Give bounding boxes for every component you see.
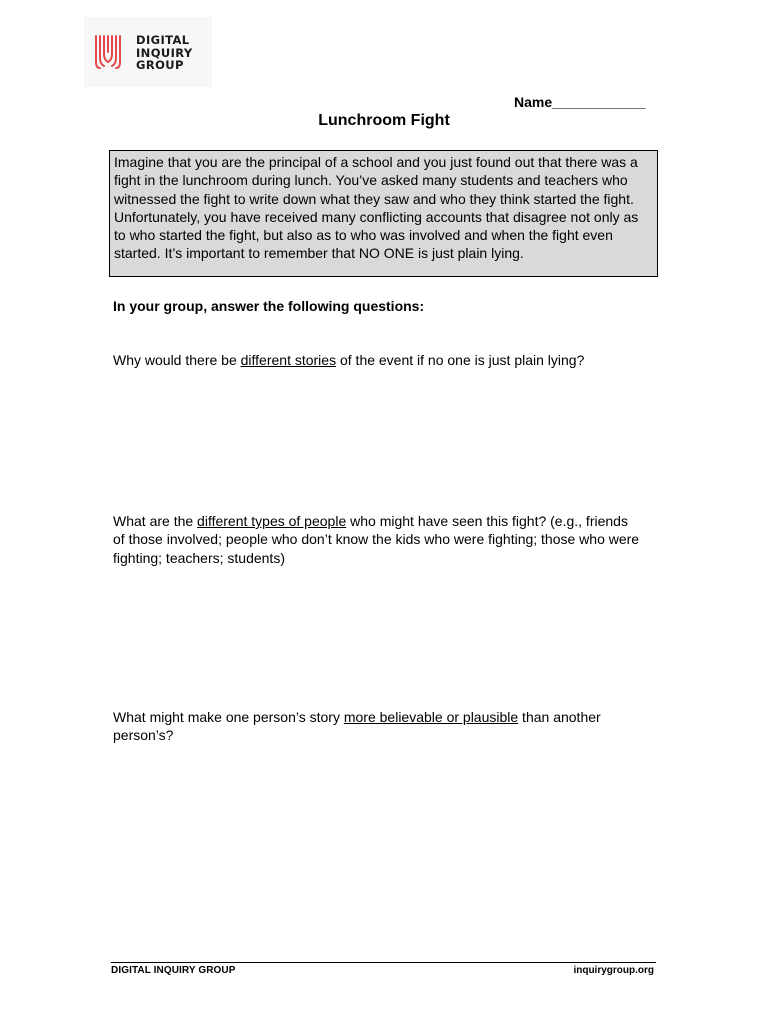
question-text: of the event if no one is just plain lying? bbox=[336, 352, 585, 368]
name-field-label: Name____________ bbox=[514, 94, 646, 110]
question-text: What are the bbox=[113, 513, 198, 529]
group-instruction: In your group, answer the following questions: bbox=[113, 298, 425, 314]
question-2 bbox=[113, 512, 643, 567]
logo-line-2: INQUIRY bbox=[136, 45, 193, 60]
question-key-phrase: different types of people bbox=[197, 513, 347, 529]
logo-line-1: DIGITAL bbox=[136, 33, 190, 47]
question-text: than another person’s? bbox=[113, 709, 601, 744]
page-title: Lunchroom Fight bbox=[318, 112, 450, 129]
logo-wordmark bbox=[136, 34, 193, 72]
question-3 bbox=[113, 708, 643, 745]
footer-organization: DIGITAL INQUIRY GROUP bbox=[111, 965, 236, 976]
question-key-phrase: different stories bbox=[240, 352, 337, 368]
footer-website: inquirygroup.org bbox=[573, 965, 654, 976]
logo-line-3: GROUP bbox=[136, 58, 184, 72]
footer-divider bbox=[111, 962, 656, 963]
question-key-phrase: more believable or plausible bbox=[343, 709, 519, 725]
logo-mark-icon bbox=[94, 32, 122, 70]
question-text: What might make one person’s story bbox=[113, 709, 344, 725]
question-text: who might have seen this fight? (e.g., friends of those involved; people who don’t know the kids who were fighting; those who were fighting; teachers; students) bbox=[113, 513, 640, 566]
question-1 bbox=[113, 351, 643, 369]
logo bbox=[84, 17, 212, 87]
intro-scenario-box: Imagine that you are the principal of a school and you just found out that there was a fight in the lunchroom during lunch. You’ve asked many students and teachers who witnessed the fight to write down what they saw and who they think started the fight. Unfortunately, you have received many conflicting accounts that disagree not only as to who started the fight, but also as to who was involved and when the fight even started. It’s important to remember that NO ONE is just plain lying. bbox=[109, 150, 658, 277]
question-text: Why would there be bbox=[113, 352, 241, 368]
